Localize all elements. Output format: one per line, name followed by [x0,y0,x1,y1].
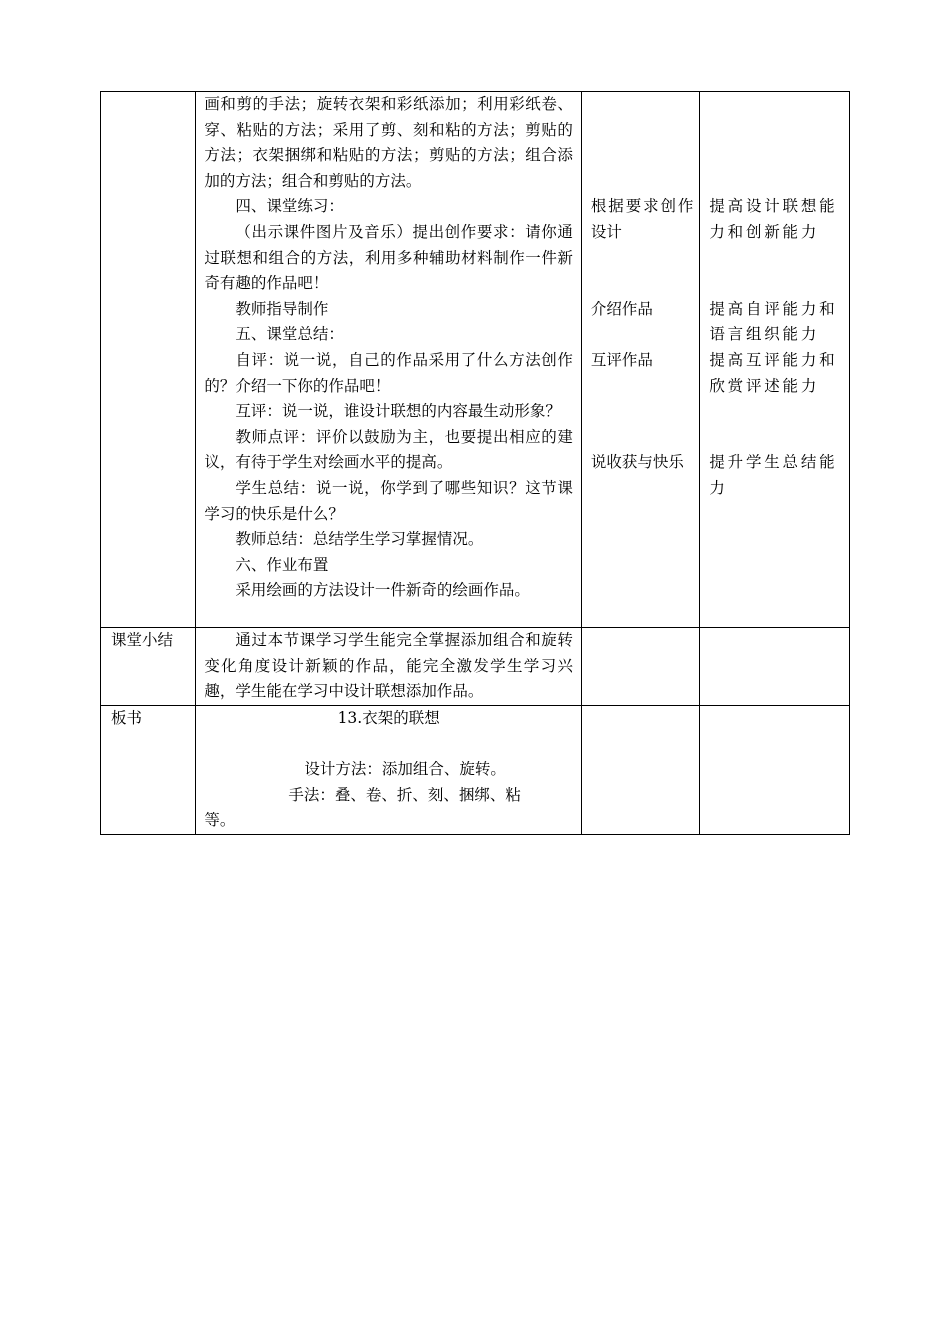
methods-paragraph: 画和剪的手法；旋转衣架和彩纸添加；利用彩纸卷、穿、粘贴的方法；采用了剪、刻和粘的方法；剪贴的方法；衣架捆绑和粘贴的方法；剪贴的方法；组合添加的方法；组合和剪贴的方法。 [204,95,573,190]
activity-create: 根据要求创作设计 [590,197,694,241]
intent-self: 提高自评能力和语言组织能力 [709,299,838,344]
teacher-summary: 教师总结：总结学生学习掌握情况。 [235,530,484,549]
summary-text: 通过本节课学习学生能完全掌握添加组合和旋转变化角度设计新颖的作品，能完全激发学生学习兴趣，学生能在学习中设计联想添加作品。 [204,631,573,701]
practice-requirement: （出示课件图片及音乐）提出创作要求：请你通过联想和组合的方法，利用多种辅助材料制作一件新奇有趣的作品吧！ [204,222,573,293]
student-summary: 学生总结：说一说，你学到了哪些知识？这节课学习的快乐是什么？ [204,478,573,523]
board-label: 板书 [111,709,143,727]
board-method: 设计方法：添加组合、旋转。 [304,760,506,779]
intent-summary: 提升学生总结能力 [709,453,838,497]
board-title: 13.衣架的联想 [337,709,440,727]
activities-row [101,92,850,628]
lesson-plan-table [100,91,850,835]
section-homework-heading: 六、作业布置 [235,555,329,574]
activity-harvest: 说收获与快乐 [590,453,684,472]
activity-introduce: 介绍作品 [590,299,653,318]
homework-text: 采用绘画的方法设计一件新奇的绘画作品。 [235,581,530,600]
activities-content-cell [196,92,582,628]
teacher-guide: 教师指导制作 [235,299,329,318]
self-evaluation: 自评：说一说，自己的作品采用了什么方法创作的？介绍一下你的作品吧！ [204,350,573,395]
intent-peer: 提高互评能力和欣赏评述能力 [709,350,838,395]
teacher-comment: 教师点评：评价以鼓励为主，也要提出相应的建议，有待于学生对绘画水平的提高。 [204,427,573,472]
board-label-cell [101,706,196,835]
section-practice-heading: 四、课堂练习： [235,197,344,216]
board-row [101,706,850,835]
summary-label: 课堂小结 [111,631,174,649]
intent-design: 提高设计联想能力和创新能力 [709,197,838,241]
summary-empty-cell-a [581,628,699,706]
summary-content-cell [196,628,582,706]
section-summary-heading: 五、课堂总结： [235,325,344,344]
intent-cell [700,92,850,628]
board-content-cell [196,706,582,835]
student-activity-cell [581,92,699,628]
board-empty-cell-b [700,706,850,835]
summary-label-cell [101,628,196,706]
activities-label-cell [101,92,196,628]
board-technique-end: 等。 [204,811,236,830]
summary-empty-cell-b [700,628,850,706]
board-technique: 手法：叠、卷、折、刻、捆绑、粘 [288,785,521,804]
board-empty-cell-a [581,706,699,835]
peer-evaluation: 互评：说一说，谁设计联想的内容最生动形象？ [235,402,561,421]
activity-peer: 互评作品 [590,350,653,369]
summary-row [101,628,850,706]
